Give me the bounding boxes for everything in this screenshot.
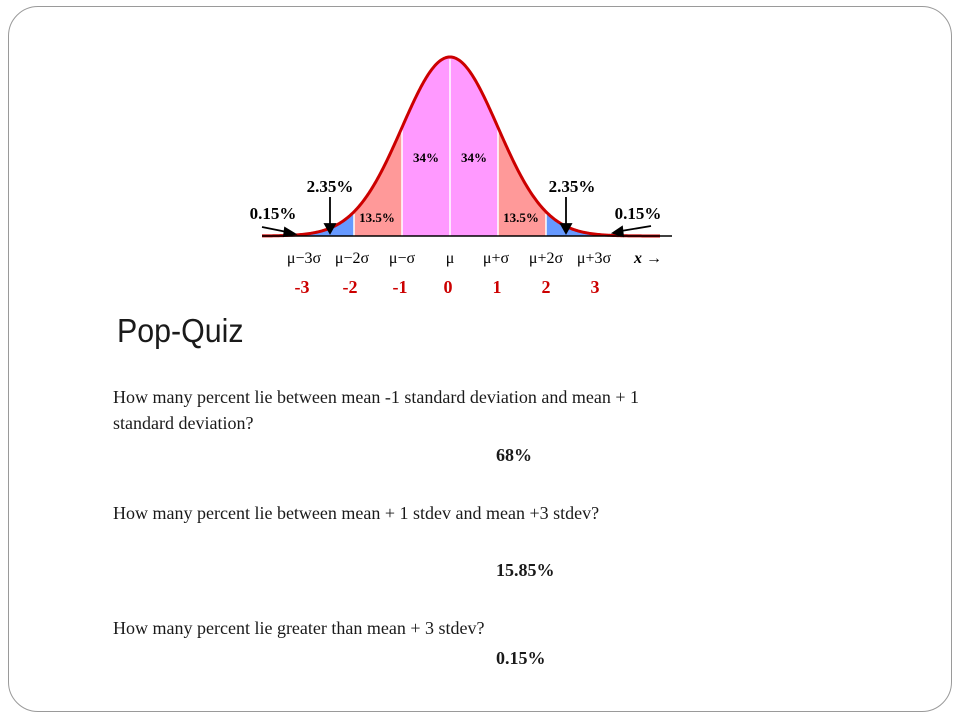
arrow-tail3-left bbox=[262, 227, 287, 232]
z-label: -2 bbox=[342, 277, 358, 297]
page-title: Pop-Quiz bbox=[117, 312, 244, 349]
normal-distribution-figure bbox=[250, 42, 690, 300]
z-label: 0 bbox=[443, 277, 453, 297]
arrow-tail3-right bbox=[621, 226, 651, 231]
pct-tail3-left: 0.15% bbox=[250, 204, 297, 223]
sigma-labels bbox=[287, 250, 662, 267]
sigma-label: μ+σ bbox=[482, 250, 510, 267]
sigma-label: μ−σ bbox=[388, 250, 416, 267]
sigma-label: μ+3σ bbox=[576, 250, 612, 267]
sigma-label: μ−2σ bbox=[334, 250, 370, 267]
question-1: How many percent lie between mean -1 standard deviation and mean + 1 standard deviation? bbox=[113, 387, 639, 433]
sigma-label: μ−3σ bbox=[286, 250, 322, 267]
z-label: -3 bbox=[294, 277, 310, 297]
sigma-label: μ bbox=[445, 250, 455, 267]
arrowhead-tail3-left bbox=[284, 228, 295, 236]
z-label: 3 bbox=[590, 277, 600, 297]
question-3: How many percent lie greater than mean + 3 stdev? bbox=[113, 618, 485, 638]
sigma-dividers bbox=[306, 59, 594, 236]
sigma-label: μ+2σ bbox=[528, 250, 564, 267]
answer-2: 15.85% bbox=[496, 560, 555, 580]
question-2: How many percent lie between mean + 1 stdev and mean +3 stdev? bbox=[113, 503, 600, 523]
answer-3: 0.15% bbox=[496, 648, 546, 668]
answer-1: 68% bbox=[496, 445, 532, 465]
pct-center-right: 34% bbox=[461, 150, 487, 165]
z-label: -1 bbox=[392, 277, 408, 297]
pct-tail2-left: 2.35% bbox=[306, 177, 354, 196]
pct-mid-right: 13.5% bbox=[503, 210, 539, 225]
curve-regions bbox=[262, 57, 660, 236]
z-label: 2 bbox=[541, 277, 551, 297]
pct-mid-left: 13.5% bbox=[359, 210, 395, 225]
z-score-labels bbox=[295, 277, 600, 297]
pct-tail3-right: 0.15% bbox=[614, 204, 662, 223]
z-label: 1 bbox=[492, 277, 502, 297]
x-axis-label: x → bbox=[634, 250, 662, 267]
pct-center-left: 34% bbox=[413, 150, 439, 165]
pct-tail2-right: 2.35% bbox=[548, 177, 596, 196]
